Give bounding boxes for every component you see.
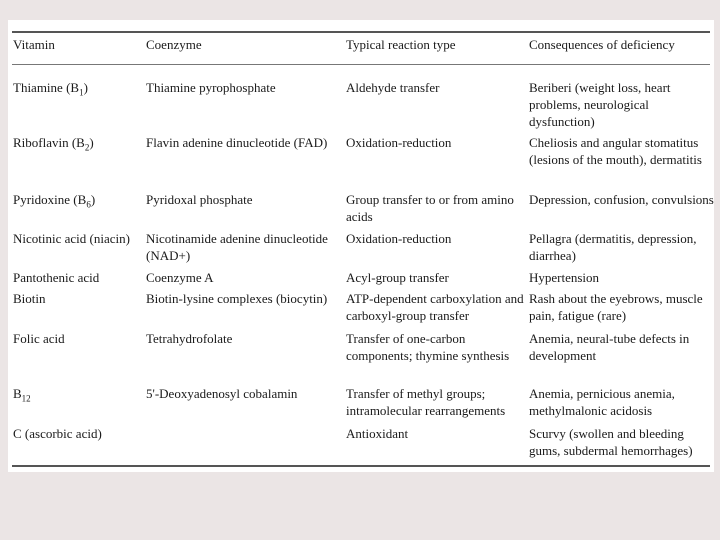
cell-deficiency: Anemia, neural-tube defects in development [529, 331, 690, 363]
table-top-rule [12, 31, 710, 33]
vitamin-name: Pantothenic acid [13, 270, 100, 285]
vitamin-subscript: 12 [21, 393, 31, 404]
cell-reaction: Oxidation-reduction [346, 231, 452, 246]
cell-vitamin [13, 269, 148, 286]
cell-reaction: Aldehyde transfer [346, 80, 440, 95]
vitamin-name: Nicotinic acid (niacin) [13, 231, 130, 246]
cell-coenzyme: Coenzyme A [146, 270, 214, 285]
vitamin-suffix: ) [83, 80, 88, 95]
cell-vitamin [13, 230, 148, 247]
vitamin-name: Pyridoxine (B [13, 192, 87, 207]
vitamin-name: Folic acid [13, 331, 65, 346]
vitamin-name: Thiamine (B [13, 80, 80, 95]
vitamin-subscript: 1 [79, 87, 84, 98]
cell-deficiency: Hypertension [529, 270, 600, 285]
header-deficiency: Consequences of deficiency [529, 37, 675, 52]
vitamin-name: Riboflavin (B [13, 135, 85, 150]
cell-reaction: ATP-dependent carboxylation and carboxyl-group transfer [346, 291, 524, 323]
cell-vitamin [13, 134, 148, 151]
header-reaction: Typical reaction type [346, 37, 456, 52]
cell-coenzyme: Pyridoxal phosphate [146, 192, 253, 207]
header-coenzyme: Coenzyme [146, 37, 202, 52]
cell-coenzyme: Thiamine pyrophosphate [146, 80, 276, 95]
vitamin-subscript: 2 [84, 142, 90, 153]
vitamin-name: B [13, 386, 22, 401]
vitamin-name: Biotin [13, 291, 46, 306]
cell-deficiency: Cheliosis and angular stomatitus (lesions of the mouth), dermatitis [529, 135, 702, 167]
cell-coenzyme: 5'-Deoxyadenosyl cobalamin [146, 386, 298, 401]
cell-reaction: Transfer of methyl groups; intramolecular rearrangements [346, 386, 506, 418]
cell-reaction: Acyl-group transfer [346, 270, 449, 285]
cell-vitamin [13, 290, 148, 307]
cell-reaction: Antioxidant [346, 426, 409, 441]
cell-coenzyme: Nicotinamide adenine dinucleotide (NAD+) [146, 231, 328, 263]
cell-deficiency: Scurvy (swollen and bleeding gums, subdermal hemorrhages) [529, 426, 693, 458]
vitamin-suffix: ) [90, 192, 96, 207]
cell-coenzyme: Tetrahydrofolate [146, 331, 233, 346]
cell-deficiency: Rash about the eyebrows, muscle pain, fatigue (rare) [529, 291, 703, 323]
vitamin-suffix: ) [89, 135, 94, 150]
cell-vitamin [13, 385, 148, 402]
cell-coenzyme: Flavin adenine dinucleotide (FAD) [146, 135, 328, 150]
cell-vitamin [13, 330, 148, 347]
cell-vitamin [13, 191, 148, 208]
table-bottom-rule [12, 465, 710, 467]
cell-deficiency: Beriberi (weight loss, heart problems, neurological dysfunction) [529, 80, 671, 129]
cell-deficiency: Depression, confusion, convulsions [529, 192, 714, 207]
cell-deficiency: Anemia, pernicious anemia, methylmalonic acidosis [529, 386, 675, 418]
vitamin-name: C (ascorbic acid) [13, 426, 102, 441]
vitamin-subscript: 6 [86, 199, 91, 210]
cell-deficiency: Pellagra (dermatitis, depression, diarrhea) [529, 231, 697, 263]
cell-reaction: Group transfer to or from amino acids [346, 192, 514, 224]
cell-vitamin [13, 425, 148, 442]
header-vitamin: Vitamin [13, 37, 55, 52]
cell-coenzyme: Biotin-lysine complexes (biocytin) [146, 291, 328, 306]
header-rule [12, 64, 710, 65]
cell-vitamin [13, 79, 148, 96]
cell-reaction: Oxidation-reduction [346, 135, 452, 150]
cell-reaction: Transfer of one-carbon components; thymine synthesis [346, 331, 510, 363]
